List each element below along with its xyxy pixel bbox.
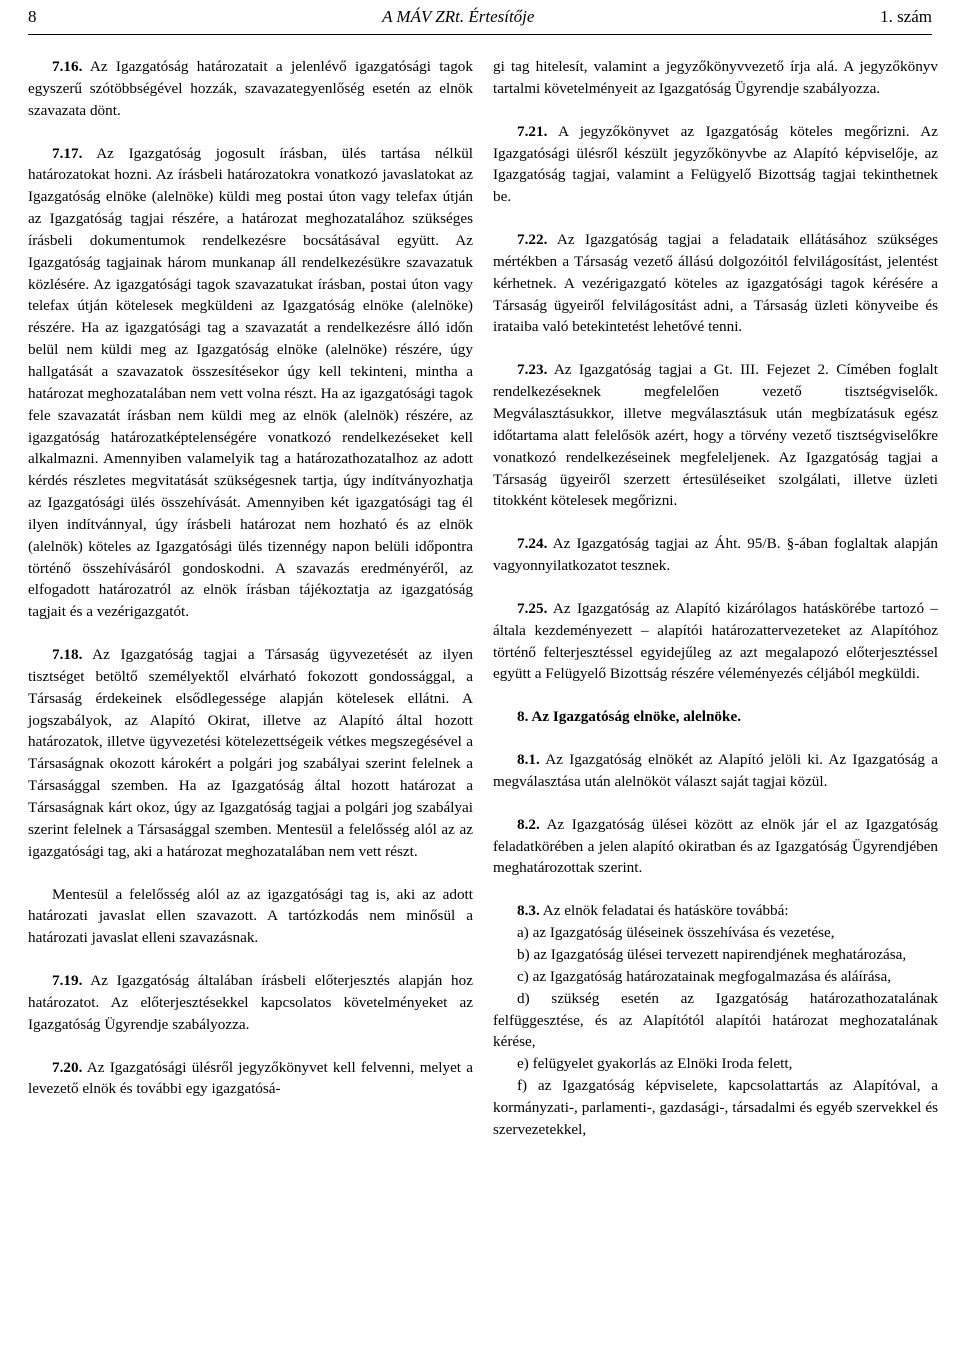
paragraph-number: 7.22. [517, 231, 548, 249]
paragraph-number: 7.24. [517, 535, 548, 553]
paragraph-7-16 [28, 56, 473, 122]
paragraph-8-2 [493, 814, 938, 880]
paragraph-text: A jegyzőkönyvet az Igazgatóság köteles megőrizni. Az Igazgatósági ülésről készült jegyzőkönyvbe az Alapító képviselője, az Igazgatóság tagjai, valamint a Felügyelő Bizottság tagjai tekinthetnek be. [493, 122, 938, 206]
list-item: b) az Igazgatóság ülései tervezett napirendjének meghatározása, [517, 946, 907, 963]
paragraph-8-3 [493, 900, 938, 922]
list-item: d) szükség esetén az Igazgatóság határozathozatalának felfüggesztése, és az Alapítótól alapítói határozat meghozatalának kérése, [493, 989, 938, 1051]
list-item: f) az Igazgatóság képviselete, kapcsolattartás az Alapítóval, a kormányzati-, parlamenti-, gazdasági-, társadalmi és egyéb szervekkel és szervezetekkel, [493, 1077, 938, 1138]
paragraph-7-23 [493, 359, 938, 512]
list-item: e) felügyelet gyakorlás az Elnöki Iroda felett, [517, 1055, 793, 1073]
paragraph-number: 7.18. [52, 646, 83, 664]
paragraph-text: Az Igazgatóság tagjai a Társaság ügyvezetését az ilyen tisztséget betöltő személyektől elvárható fokozott gondossággal, a Társaság érdekeinek elsődlegessége alapján kötelesek ellátni. A jogszabályok, az Alapító Okirat, illetve az Alapító által hozott határozatok, illetve ügyvezetési kötelezettségeik vétkes megszegésével a Társaságnak okozott károkért a polgári jog szabályai szerint felelnek a Társasággal szemben. Ha az Igazgatóság által hozott határozat a Társaságnak kárt okoz, úgy az Igazgatóság tagjai a polgári jog szabályai szerint felelnek a Társasággal szemben. Mentesül a felelősség alól az az igazgatósági tag, aki a határozat meghozatalában nem vett részt. [28, 646, 473, 860]
paragraph-7-25 [493, 598, 938, 685]
paragraph-8-1 [493, 749, 938, 793]
paragraph-7-19 [28, 970, 473, 1036]
paragraph-text: Az Igazgatóság határozatait a jelenlévő igazgatósági tagok egyszerű szótöbbségével hozzák, szavazategyenlőség esetén az elnök szavazata dönt. [28, 58, 473, 119]
paragraph-text: Az Igazgatóság tagjai a feladataik ellátásához szükséges mértékben a Társaság vezető állású dolgozóitól felvilágosítást, jelentést kérhetnek. A vezérigazgató köteles az igazgatósági tagok kérésére a Társaság ügyeiről felvilágosítást adni, a Társaság üzleti könyveibe és irataiba való betekintetést lehetővé tenni. [493, 231, 938, 336]
text-columns [28, 56, 938, 1356]
paragraph-text: Az Igazgatóság jogosult írásban, ülés tartása nélkül határozatokat hozni. Az írásbeli határozatokra vonatkozó javaslatokat az Igazgatóság elnöke (alelnöke) küldi meg postai úton vagy telefax útján az Igazgatóság tagjai részére, a határozat meghozatalához szükséges írásbeli dokumentumok rendelkezésre bocsátásával együtt. Az Igazgatóság tagjainak három munkanap áll rendelkezésükre szavazatuk közlésére. Az igazgatósági tagok szavazatukat írásban, postai úton vagy telefax útján kötelesek megküldeni az Igazgatóság elnöke (alelnöke) részére. Ha az igazgatósági tag a szavazatát a rendelkezésre álló időn belül nem küldi meg az Igazgatóság elnöke (alelnöke) részére, úgy hallgatását a szavazatok összesítésekor úgy kell tekinteni, mintha a határozat meghozatalában nem vett volna részt. Ha az igazgatósági tagok fele szavazatát írásban nem küldi meg az elnök (alelnök) részére, az igazgatóság határozatképtelenségére vonatkozó rendelkezéseket kell alkalmazni. Amennyiben valamelyik tag a határozathozatalhoz az adott kérdés részletes megvitatását szükségesnek tartja, úgy indítványozhatja az Igazgatósági ülés összehívását. Amennyiben két igazgatósági tag él ilyen indítvánnyal, úgy írásbeli határozat nem hozható és az elnök (alelnök) köteles az Igazgatósági ülés tizennégy napon belüli időpontra történő összehívásáról gondoskodni. A szavazás eredményéről, az elfogadott határozatról az elnök írásban tájékoztatja az igazgatóság tagjait és a vezérigazgatót. [28, 144, 474, 621]
journal-title: A MÁV ZRt. Értesítője [382, 7, 535, 26]
paragraph-text: Az elnök feladatai és hatásköre továbbá: [542, 902, 789, 920]
paragraph-text: gi tag hitelesít, valamint a jegyzőkönyvvezető írja alá. A jegyzőkönyv tartalmi követelményeit az Igazgatóság Ügyrendje szabályozza. [493, 58, 938, 97]
paragraph-text: Az Igazgatósági ülésről jegyzőkönyvet kell felvenni, melyet a levezető elnök és további egy igazgatósá- [28, 1058, 473, 1098]
paragraph-text: Az Igazgatóság ülései között az elnök jár el az Igazgatóság feladatkörében a jelen alapító okiratban és az Igazgatóság Ügyrendjében meghatározottak szerint. [493, 815, 938, 877]
paragraph-text: Mentesül a felelősség alól az az igazgatósági tag is, aki az adott határozati javaslat ellen szavazott. A tartózkodás nem minősül a határozati javaslat elleni szavazásnak. [28, 885, 473, 947]
paragraph-number: 8.3. [517, 902, 540, 920]
section-heading-8: 8. Az Igazgatóság elnöke, alelnöke. [517, 708, 742, 726]
list-item: c) az Igazgatóság határozatainak megfogalmazása és aláírása, [517, 967, 891, 985]
page-header [28, 4, 932, 30]
paragraph-number: 7.25. [517, 599, 548, 617]
paragraph-7-20 [28, 1057, 473, 1101]
page-number: 8 [28, 7, 37, 26]
list-item: a) az Igazgatóság üléseinek összehívása és vezetése, [517, 924, 835, 942]
paragraph-continuation [493, 56, 938, 100]
paragraph-text: Az Igazgatóság tagjai a Gt. III. Fejezet 2. Címében foglalt rendelkezéseknek megfelelően vezető tisztségviselők. Megválasztásukkor, illetve megválasztásuk után megbízatásuk egész időtartama alatt felelősök azért, hogy a törvény vezető tisztségviselőkre vonatkozó rendelkezéseinek megfeleljenek. Az Igazgatóság tagjai a Társaság ügyeiről szerzett értesüléseiket szolgálati, illetve üzleti titokként kötelesek megőrizni. [493, 361, 938, 510]
issue-number: 1. szám [880, 7, 932, 26]
paragraph-text: Az Igazgatóság az Alapító kizárólagos hatáskörébe tartozó – általa kezdeményezett – alapítói határozattervezeteket az Alapítóhoz történő felterjesztéssel egyidejűleg az azt megalapozó előterjesztéssel együtt a Felügyelő Bizottság részére véleményezés céljából megküldi. [493, 599, 938, 683]
paragraph-number: 7.23. [517, 361, 548, 379]
paragraph-text: Az Igazgatóság tagjai az Áht. 95/B. §-ában foglaltak alapján vagyonnyilatkozatot tesznek. [493, 535, 938, 575]
paragraph-number: 7.21. [517, 122, 548, 140]
header-rule [28, 34, 932, 35]
left-column [28, 56, 473, 1356]
paragraph-number: 8.1. [517, 751, 540, 769]
paragraph-7-22 [493, 229, 938, 338]
paragraph-7-18-cont [28, 884, 473, 950]
paragraph-text: Az Igazgatóság általában írásbeli előterjesztés alapján hoz határozatot. Az előterjesztésekkel kapcsolatos követelményeket az Igazgatóság Ügyrendje szabályozza. [28, 972, 473, 1033]
paragraph-number: 7.19. [52, 972, 83, 990]
paragraph-number: 7.16. [52, 58, 83, 75]
paragraph-number: 7.17. [52, 144, 83, 162]
paragraph-text: Az Igazgatóság elnökét az Alapító jelöli ki. Az Igazgatóság a megválasztása után alelnököt választ saját tagjai közül. [493, 751, 938, 790]
right-column [493, 56, 938, 1356]
paragraph-7-17 [28, 143, 473, 624]
paragraph-number: 7.20. [52, 1058, 83, 1076]
paragraph-number: 8.2. [517, 815, 540, 833]
paragraph-7-24 [493, 533, 938, 577]
paragraph-7-18 [28, 644, 473, 862]
paragraph-7-21 [493, 121, 938, 208]
